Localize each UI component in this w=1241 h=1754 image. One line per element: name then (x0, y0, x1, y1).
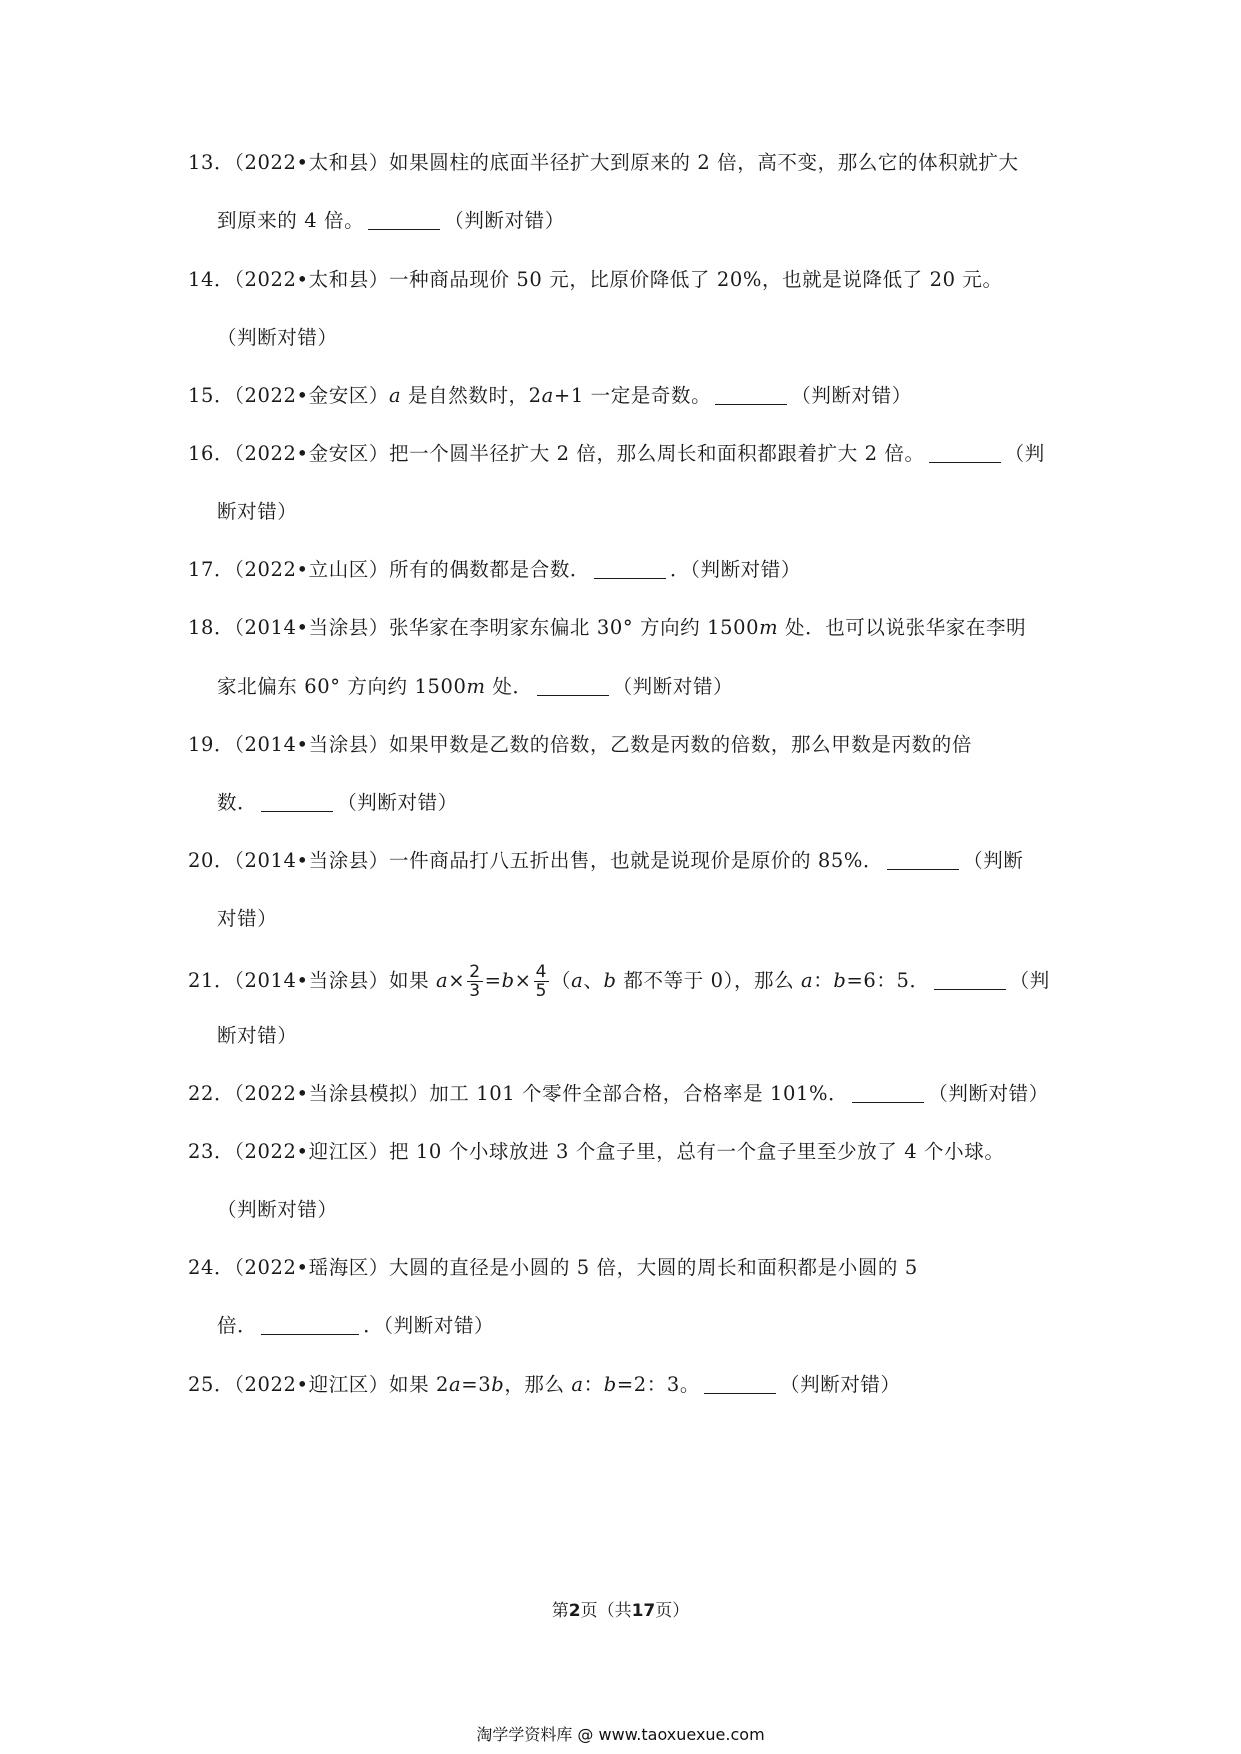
page-total: 17 (631, 1601, 656, 1621)
question-19-cont: 数． （判断对错） (217, 791, 458, 814)
question-15: 15．（2022•金安区）a 是自然数时，2a+1 一定是奇数。 （判断对错） (188, 384, 912, 407)
answer-blank[interactable] (887, 849, 959, 870)
question-19: 19．（2014•当涂县）如果甲数是乙数的倍数，乙数是丙数的倍数，那么甲数是丙数的倍 (188, 733, 972, 756)
answer-blank[interactable] (704, 1373, 776, 1394)
question-20: 20．（2014•当涂县）一件商品打八五折出售，也就是说现价是原价的 85%． （判断 (188, 849, 1024, 872)
answer-blank[interactable] (852, 1082, 924, 1103)
question-14: 14．（2022•太和县）一种商品现价 50 元，比原价降低了 20%，也就是说降低了 20 元。 (188, 268, 1003, 291)
answer-blank[interactable] (368, 209, 440, 230)
question-24-cont: 倍． ．（判断对错） (217, 1314, 495, 1337)
question-23-cont: （判断对错） (217, 1198, 338, 1221)
question-18-cont: 家北偏东 60° 方向约 1500m 处． （判断对错） (217, 675, 734, 698)
question-16: 16．（2022•金安区）把一个圆半径扩大 2 倍，那么周长和面积都跟着扩大 2 倍。 （判 (188, 442, 1045, 465)
answer-blank[interactable] (261, 791, 333, 812)
answer-blank[interactable] (934, 969, 1006, 990)
question-13-cont: 到原来的 4 倍。 （判断对错） (217, 209, 565, 232)
page-number: 2 (568, 1601, 581, 1621)
question-25: 25．（2022•迎江区）如果 2a=3b，那么 a：b=2：3。 （判断对错） (188, 1373, 901, 1396)
answer-blank[interactable] (929, 442, 1001, 463)
fraction: $\frac{2}{3}$ (469, 962, 481, 1001)
question-20-cont: 对错） (217, 907, 278, 930)
question-23: 23．（2022•迎江区）把 10 个小球放进 3 个盒子里，总有一个盒子里至少放了 4 个小球。 (188, 1140, 1005, 1163)
answer-blank[interactable] (594, 558, 666, 579)
question-18: 18．（2014•当涂县）张华家在李明家东偏北 30° 方向约 1500m 处．也可以说张华家在李明 (188, 616, 1027, 639)
question-21-cont: 断对错） (217, 1024, 298, 1047)
answer-blank[interactable] (537, 675, 609, 696)
page-footer: 第2页（共17页） (551, 1601, 690, 1621)
question-24: 24．（2022•瑶海区）大圆的直径是小圆的 5 倍，大圆的周长和面积都是小圆的 5 (188, 1256, 918, 1279)
answer-blank[interactable] (261, 1314, 359, 1335)
question-17: 17．（2022•立山区）所有的偶数都是合数． ．（判断对错） (188, 558, 801, 581)
answer-blank[interactable] (715, 384, 787, 405)
question-16-cont: 断对错） (217, 500, 298, 523)
question-22: 22．（2022•当涂县模拟）加工 101 个零件全部合格，合格率是 101%． （判断对错） (188, 1082, 1049, 1105)
fraction: $\frac{4}{5}$ (535, 962, 548, 1001)
question-13: 13．（2022•太和县）如果圆柱的底面半径扩大到原来的 2 倍，高不变，那么它的体积就扩大 (188, 151, 1019, 174)
question-21: 21．（2014•当涂县）如果 a× $\frac{2}{3}$ =b× $\frac{4}{5}$ （a、b 都不等于 0），那么 a：b=6：5． （判 (188, 962, 1050, 1001)
question-14-cont: （判断对错） (217, 326, 338, 349)
watermark: 淘学学资料库 @ www.taoxuexue.com (476, 1725, 765, 1744)
